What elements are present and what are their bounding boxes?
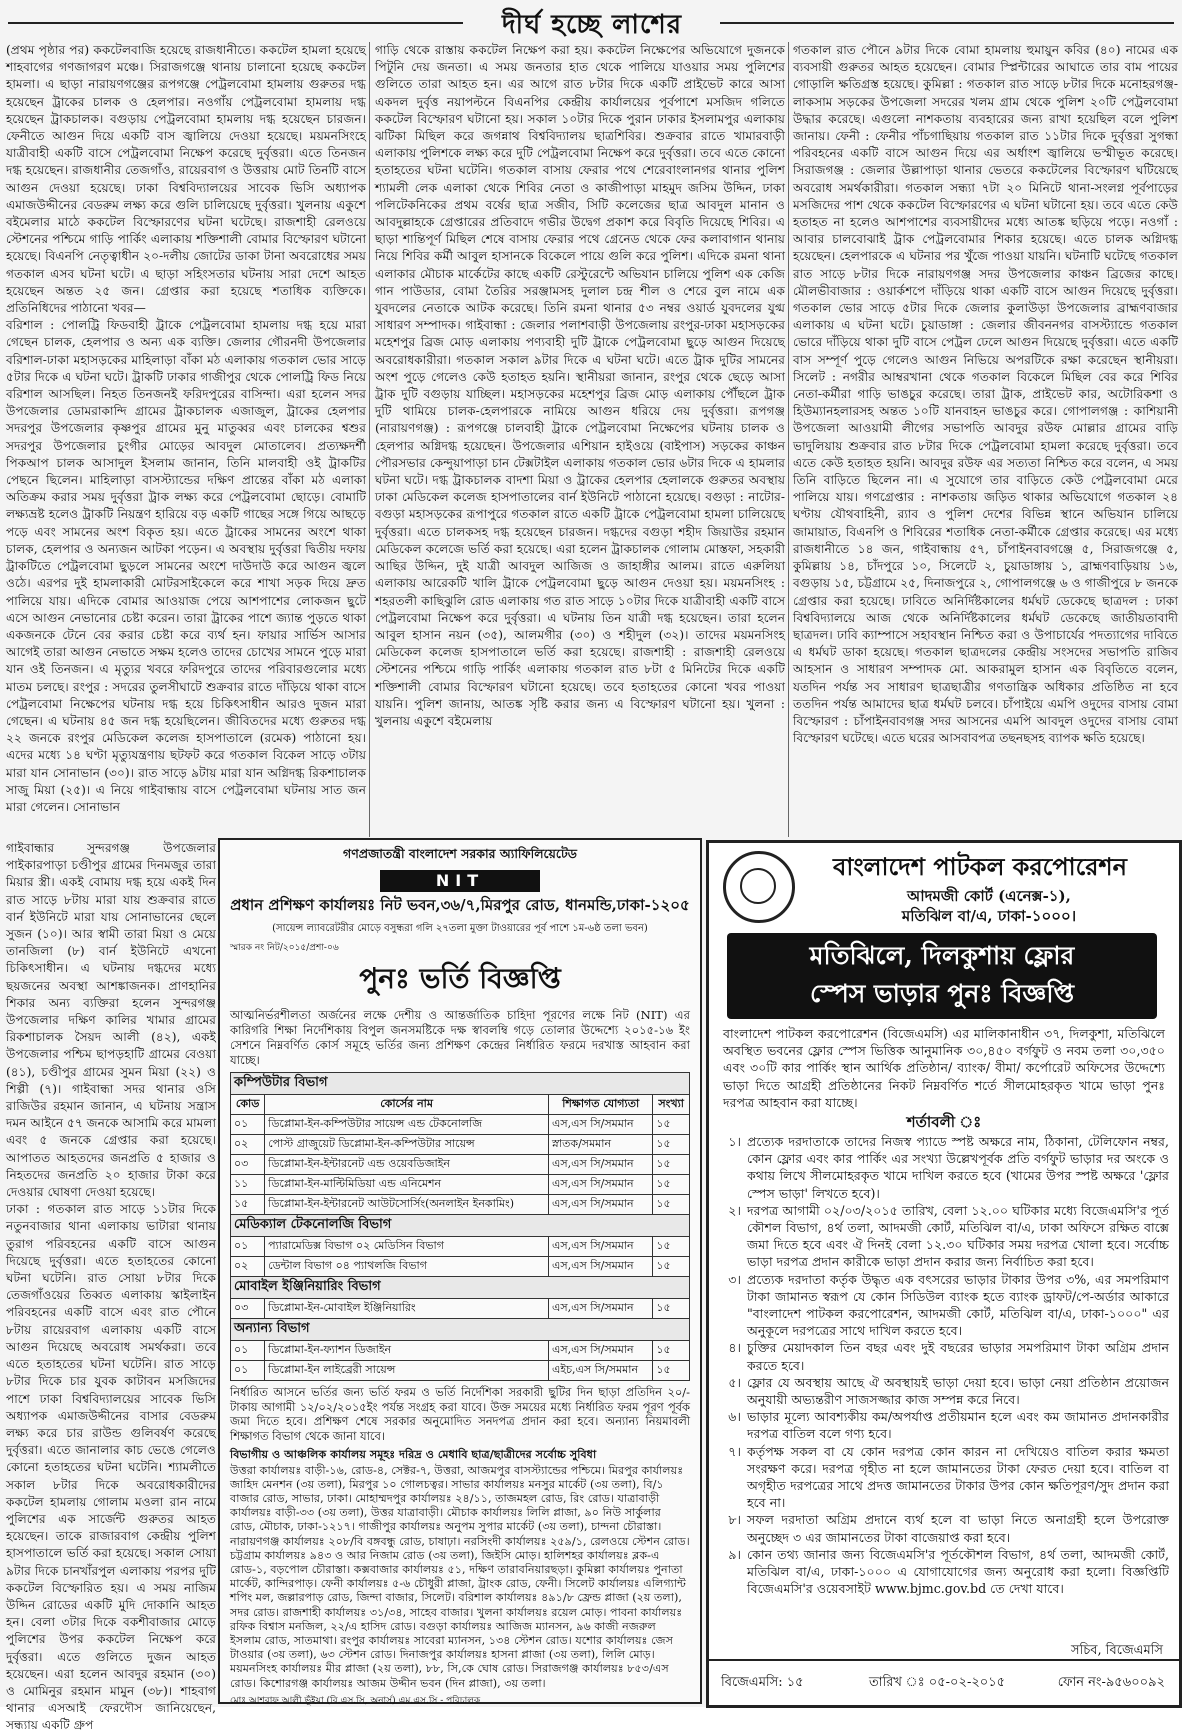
nit-column-header: কোড	[231, 1095, 265, 1115]
nit-course-cell: ১৫	[653, 1257, 690, 1277]
article-paragraph: গাড়ি থেকে রাস্তায় ককটেল নিক্ষেপ করা হয়। ককটেল নিক্ষেপের অভিযোগে দুজনকে পিটুনি দেয় জনতা। এ সময় জনতার হাত থেকে পালিয়ে যাওয়ার সময় পুলিশের গুলিতে তারা আহত হন। এর আগে রাত ৮টার দিকে একটি প্রাইভেট কারে আসা একদল দুর্বৃত্ত নয়াপল্টনে বিএনপির কেন্দ্রীয় কার্যালয়ের পূর্বপাশে মসজিদ গলিতে ককটেল বিস্ফোরণ ঘটানো হয়। সকাল ১০টার দিকে পুরান ঢাকার ইসলামপুর এলাকায় ঝটিকা মিছিল করে জগন্নাথ বিশ্ববিদ্যালয় ছাত্রশিবির। শুক্রবার রাতে খামারবাড়ী এলাকায় পুলিশকে লক্ষ্য করে দুটি পেট্রলবোমা নিক্ষেপ করে দুর্বৃত্তরা। তবে এতে কোনো হতাহতের ঘটনা ঘটেনি। গতকাল বাসায় ফেরার পথে শেরেবাংলানগর থানার পুলিশ শ্যামলী লেক এলাকা থেকে শিবির নেতা ও কাজীপাড়া মাহমুদ জসিম উদ্দিন, ঢাকা পলিটেকনিকের প্রথম বর্ষের ছাত্র সজীব, সিটি কলেজের ছাত্র আবদুল মানান ও আবদুল্লাহকে গ্রেপ্তারের প্রতিবাদে গভীর উদ্বেগ প্রকাশ করে বিবৃতি দিয়েছে শিবির। এ ছাড়া শান্তিপূর্ণ মিছিল শেষে বাসায় ফেরার পথে গ্রেনেড থেকে ফের কলাবাগান থানায় নিয়ে শিবির কর্মী আবুল হাসানকে বিকেলে পায়ে গুলি করে পুলিশ। এদিকে রমনা থানা এলাকার মৌচাক মার্কেটের কাছে একটি রেস্টুরেন্টে অভিযান চালিয়ে পুলিশ এক কেজি গান পাউডার, বোমা তৈরির সরঞ্জামসহ দুলাল চন্দ্র শীল ও শেরে বুল নামে এক যুবদলের নেতাকে আটক করেছে। তিনি রমনা থানার ৫৩ নম্বর ওয়ার্ড যুবদলের যুগ্ম সাধারণ সম্পাদক। গাইবান্ধা : জেলার পলাশবাড়ী উপজেলায় রংপুর-ঢাকা মহাসড়কের মহেশপুর ব্রিজ মোড় এলাকায় পণ্যবাহী দুটি ট্রাকে পেট্রলবোমা ছুড়ে আগুন দিয়েছে অবরোধকারীরা। গতকাল সকাল ৯টার দিকে এ ঘটনা ঘটে। এতে ট্রাক দুটির সামনের অংশ পুড়ে গেলেও কেউ হতাহত হয়নি। স্থানীয়রা জানান, রংপুর থেকে ছেড়ে আসা ট্রাক দুটি বগুড়ায় যাচ্ছিল। মহাসড়কের মহেশপুর ব্রিজ মোড় এলাকায় পৌঁছলে ট্রাক দুটি থামিয়ে চালক-হেলপারকে নামিয়ে আগুন ধরিয়ে দেয় দুর্বৃত্তরা। রূপগঞ্জ (নারায়ণগঞ্জ) : রূপগঞ্জে চালবাহী ট্রাকে পেট্রলবোমা নিক্ষেপের ঘটনায় চালক ও হেলপার অগ্নিদগ্ধ হয়েছেন। উপজেলার এশিয়ান হাইওয়ে (বাইপাস) সড়কের কাঞ্চন পৌরসভার কেন্দুয়াপাড়া চান টেক্সটাইল এলাকায় গতকাল ভোর ৬টার দিকে এ হামলার ঘটনা ঘটে। দগ্ধ ট্রাকচালক বাদশা মিয়া ও ট্রাকের হেলপার হেলালকে গুরুতর অবস্থায় ঢাকা মেডিকেল কলেজ হাসপাতালের বার্ন ইউনিটে পাঠানো হয়েছে। বগুড়া : নাটোর-বগুড়া মহাসড়কের রূপাপুরে গতকাল রাতে একটি ট্রাকে পেট্রলবোমা হামলা চালিয়েছে দুর্বৃত্তরা। এতে চালকসহ দগ্ধ হয়েছেন চারজন। দগ্ধদের বগুড়া শহীদ জিয়াউর রহমান মেডিকেল কলেজে ভর্তি করা হয়েছে। এরা হলেন ট্রাকচালক গোলাম মোস্তফা, সহকারী আছির উদ্দিন, দুই যাত্রী আবদুল আজিজ ও জাহাঙ্গীর আলম। রাতে এরুলিয়া এলাকায় আরেকটি খালি ট্রাকে পেট্রলবোমা ছুড়ে আগুন দেওয়া হয়। ময়মনসিংহ : শহরতলী কাছিঝুলি রোড এলাকায় গত রাত সাড়ে ১০টার দিকে যাত্রীবাহী একটি বাসে পেট্রলবোমা নিক্ষেপ করে দুর্বৃত্তরা। এ ঘটনায় তিন যাত্রী দগ্ধ হয়েছেন। তারা হলেন আবুল হাসান নয়ন (৩৫), আলমগীর (৩০) ও শহীদুল (৩২)। তাদের ময়মনসিংহ মেডিকেল কলেজ হাসপাতালে ভর্তি করা হয়েছে। রাজশাহী : রাজশাহী রেলওয়ে স্টেশনের পশ্চিমে গাড়ি পার্কিং এলাকায় গতকাল রাত ৮টা ৫ মিনিটের দিকে একটি শক্তিশালী বোমার বিস্ফোরণ ঘটানো হয়েছে। তবে হতাহতের কোনো খবর পাওয়া যায়নি। পুলিশ জানায়, আতঙ্ক সৃষ্টি করার জন্য এ বিস্ফোরণ ঘটানো হয়। খুলনা : খুলনায় একুশে বইমেলায়	[375, 43, 785, 728]
nit-course-cell: ০১	[231, 1115, 265, 1135]
nit-director: মোঃ আশরাফ আলী ভূঁইয়া (বি.এস.সি, অনার্স) এম.এস.সি - পরিচালক	[230, 1695, 481, 1706]
nit-course-cell: ডিপ্লোমা-ইন-ইন্টারনেট আউটসোর্সিং(অনলাইন ইনকামিং)	[265, 1195, 549, 1215]
nit-affiliation: গণপ্রজাতন্ত্রী বাংলাদেশ সরকার অ্যাফিলিয়েটেড	[343, 846, 577, 861]
nit-course-cell: পোস্ট গ্রাজুয়েট ডিপ্লোমা-ইন-কম্পিউটার সায়েন্স	[265, 1135, 549, 1155]
nit-course-cell: ১৫	[653, 1155, 690, 1175]
article-column-3	[793, 42, 1178, 835]
nit-course-cell: ডিপ্লোমা-ইন-ফ্যাশন ডিজাইন	[265, 1341, 549, 1361]
header-rule-right	[720, 22, 1174, 24]
nit-course-cell: ডিপ্লোমা-ইন-মাল্টিমিডিয়া এন্ড এনিমেশন	[265, 1175, 549, 1195]
nit-course-cell: ০১	[231, 1361, 265, 1381]
bjmc-rental-ad	[706, 840, 1182, 1708]
nit-course-cell: এস,এস সি/সমমান	[549, 1115, 653, 1135]
nit-column-header: সংখ্যা	[653, 1095, 690, 1115]
nit-course-cell: ১৫	[653, 1135, 690, 1155]
nit-course-cell: ০১	[231, 1341, 265, 1361]
nit-course-cell: স্নাতক/সমমান	[549, 1135, 653, 1155]
bjmc-condition-item	[719, 1408, 1169, 1442]
bjmc-condition-text: প্রত্যেক দরদাতা কর্তৃক উদ্ধৃত এক বৎসরের ভাড়ার টাকার উপর ৩%, এর সমপরিমাণ টাকা জামানত স্বরূপ যে কোন সিডিউল ব্যাংক হতে ব্যাংক ড্রাফট/পে-অর্ডার আকারে "বাংলাদেশ পাটকল করপোরেশন, আদমজী কোর্ট, মতিঝিল বা/এ, ঢাকা-১০০০" এর অনুকূলে দরপত্রের সাথে দাখিল করতে হবে।	[747, 1271, 1169, 1339]
column-divider	[788, 42, 789, 837]
bjmc-conditions-list	[719, 1133, 1169, 1597]
nit-dept-row	[231, 1277, 690, 1299]
bjmc-condition-text: প্রত্যেক দরদাতাকে তাদের নিজস্ব প্যাডে স্পষ্ট অক্ষরে নাম, ঠিকানা, টেলিফোন নম্বর, কোন ফ্লোর এবং কার পার্কিং এর সংখ্যা উল্লেখপূর্বক প্রতি বর্গফুট ভাড়ার দর অংকে ও কথায় লিখে সীলমোহরকৃত খামে দাখিল করতে হবে (খামের উপর স্পষ্ট অক্ষরে 'ফ্লোর স্পেস ভাড়া' লিখতে হবে)।	[747, 1134, 1169, 1201]
bjmc-condition-item	[719, 1443, 1169, 1512]
bjmc-condition-text: ভাড়ার মূল্যে আবশ্যকীয় কম/অপর্যাপ্ত প্রতীয়মান হলে এবং কম জামানত প্রদানকারীর দরপত্র বাতিল বলে গণ্য হবে।	[747, 1409, 1169, 1442]
bjmc-conditions-heading: শর্তাবলী ঃ	[906, 1113, 982, 1131]
bjmc-condition-number: ৬।	[728, 1409, 741, 1425]
nit-course-cell: এস,এস সি/সমমান	[549, 1257, 653, 1277]
nit-column-header: কোর্সের নাম	[265, 1095, 549, 1115]
bjmc-banner-line-1: মতিঝিলে, দিলকুশায় ফ্লোর	[809, 941, 1075, 970]
bjmc-condition-number: ৯।	[728, 1546, 741, 1562]
bjmc-footer	[709, 1659, 1179, 1705]
nit-course-cell: ০২	[231, 1257, 265, 1277]
bjmc-condition-number: ৫।	[728, 1374, 741, 1390]
nit-course-cell: ডিপ্লোমা-ইন-কম্পিউটার সায়েন্স এন্ড টেকনোলজি	[265, 1115, 549, 1135]
nit-course-row	[231, 1257, 690, 1277]
nit-logo: NIT	[380, 870, 540, 892]
nit-course-cell: ০৩	[231, 1155, 265, 1175]
nit-course-cell: ডিপ্লোমা-ইন লাইব্রেরী সায়েন্স	[265, 1361, 549, 1381]
bjmc-condition-text: কোন তথ্য জানার জন্য বিজেএমসি'র পূর্তকৌশল বিভাগ, ৪র্থ তলা, আদমজী কোর্ট, মতিঝিল বা/এ, ঢাকা-১০০০ এ যোগাযোগের জন্য অনুরোধ করা হলো। বিজ্ঞপ্তিটি বিজেএমসি'র ওয়েবসাইট www.bjmc.gov.bd তে দেখা যাবে।	[747, 1546, 1169, 1597]
nit-dept-title: অন্যান্য বিভাগ	[231, 1319, 690, 1341]
bjmc-condition-number: ৮।	[728, 1512, 741, 1528]
bjmc-condition-item	[719, 1339, 1169, 1373]
nit-course-cell: ১৫	[653, 1195, 690, 1215]
bjmc-condition-text: ফ্লোর যে অবস্থায় আছে ঐ অবস্থায়ই ভাড়া দেয়া হবে। ভাড়া নেয়া প্রতিষ্ঠান প্রয়োজন অনুযায়ী অভ্যন্তরীণ সাজসজ্জার কাজ সম্পন্ন করে নিবে।	[747, 1374, 1169, 1408]
nit-offices-list: উত্তরা কার্যালয়ঃ বাড়ী-১৬, রোড-৪, সেক্টর-৭, উত্তরা, আজমপুর বাসস্ট্যান্ডের পশ্চিমে। মিরপুর কার্যালয়ঃ জাহিদ মেনশন (৩য় তলা), মিরপুর ১০ গোলচত্বর। সাভার কার্যালয়ঃ মনসুর মার্কেট (৩য় তলা), বি/১ বাজার রোড, সাভার, ঢাকা। মোহাম্মদপুর কার্যালয়ঃ ২৪/১১, তাজমহল রোড, রিং রোড। যাত্রাবাড়ী কার্যালয়ঃ বাড়ী-৩৩ (৩য় তলা), উত্তর যাত্রাবাড়ী। মৌচাক কার্যালয়ঃ লিলি প্লাজা, ৯০ নিউ সার্কুলার রোড, মৌচাক, ঢাকা-১২১৭। গাজীপুর কার্যালয়ঃ অনুপম সুপার মার্কেট (৩য় তলা), চান্দনা চৌরাস্তা। নারায়ণগঞ্জ কার্যালয়ঃ ২০৮/বি বঙ্গবন্ধু রোড, চাষাঢ়া। নরসিংদী কার্যালয়ঃ ২৫৯/১, রেলওয়ে স্টেশন রোড। চট্টগ্রাম কার্যালয়ঃ ৯৪৩ ও আর নিজাম রোড (৩য় তলা), জিইসি মোড়। হালিশহর কার্যালয়ঃ ব্লক-এ রোড-১, বড়পোল চৌরাস্তা। কক্সবাজার কার্যালয়ঃ ৫১, দক্ষিণ তারাবনিয়ারছড়া। কুমিল্লা কার্যালয়ঃ পুনাতা মার্কেট, কান্দিরপাড়। ফেনী কার্যালয়ঃ ৫-৬ চৌধুরী প্লাজা, ট্রাংক রোড, ফেনী। সিলেট কার্যালয়ঃ এলিগ্যান্ট শপিং মল, জল্লারপাড় রোড, জিন্দা বাজার, সিলেট। বরিশাল কার্যালয়ঃ ৪৯১/৮ ফ্রেন্ড প্লাজা (২য় তলা), সদর রোড। রাজশাহী কার্যালয়ঃ ৩১/৩৪, সাহেব বাজার। খুলনা কার্যালয়ঃ রয়েল মোড়। পাবনা কার্যালয়ঃ রফিক বিশ্বাস মনজিল, ২২/এ হাসিদ রোড। বগুড়া কার্যালয়ঃ আজিজ ম্যানসন, ৯৬ কাজী নজরুল ইসলাম রোড, সাতমাথা। রংপুর কার্যালয়ঃ সাবেরা ম্যানসন, ১৩৪ স্টেশন রোড। যশোর কার্যালয়ঃ জেস টাওয়ার (৩য় তলা), ৬৩ স্টেশন রোড। দিনাজপুর কার্যালয়ঃ হাসনা প্লাজা (৩য় তলা), লিলি মোড়। ময়মনসিংহ কার্যালয়ঃ মীর প্লাজা (২য় তলা), ৮৮, সি,কে ঘোষ রোড। সিরাজগঞ্জ কার্যালয়ঃ ৮৫৩/এস রোড। কিশোরগঞ্জ কার্যালয়ঃ আজম উদ্দীন ভবন (দিন প্লাজা), ৩য় তলা।	[230, 1463, 690, 1690]
nit-course-row	[231, 1155, 690, 1175]
nit-course-cell: এস,এস সি/সমমান	[549, 1175, 653, 1195]
bjmc-banner-line-2: স্পেস ভাড়ার পুনঃ বিজ্ঞপ্তি	[809, 979, 1075, 1008]
bjmc-condition-text: কর্তৃপক্ষ সকল বা যে কোন দরপত্র কোন কারন না দেখিয়েও বাতিল করার ক্ষমতা সংরক্ষণ করে। দরপত্র গৃহীত না হলে জামানতের টাকা ফেরত দেয়া হবে। বাতিল বা অগৃহীত দরপত্রের সাথে প্রদত্ত জামানতের টাকার উপর কোন ক্ষতিপূরণ/সুদ প্রদান করা হবে না।	[747, 1443, 1169, 1511]
nit-dept-title: কম্পিউটার বিভাগ	[231, 1073, 690, 1095]
nit-dept-row	[231, 1319, 690, 1341]
nit-course-cell: ১৫	[653, 1341, 690, 1361]
bjmc-condition-number: ২।	[728, 1202, 741, 1218]
bjmc-secretary: সচিব, বিজেএমসি	[1070, 1643, 1163, 1658]
nit-course-cell: ১৫	[231, 1195, 265, 1215]
nit-course-cell: ডেন্টাল বিভাগ ০৪ প্যাথলজি বিভাগ	[265, 1257, 549, 1277]
nit-course-cell: ডিপ্লোমা-ইন-ইন্টারনেট এন্ড ওয়েবডিজাইন	[265, 1155, 549, 1175]
bjmc-condition-item	[719, 1271, 1169, 1340]
nit-course-table	[230, 1072, 690, 1381]
bjmc-banner	[727, 933, 1157, 1019]
bjmc-condition-text: সফল দরদাতা অগ্রিম প্রদানে ব্যর্থ হলে বা ভাড়া নিতে অনাগ্রহী হলে উপরোক্ত অনুচ্ছেদ ৩ এর জামানতের টাকা বাজেয়াপ্ত করা হবে।	[747, 1512, 1169, 1545]
nit-course-cell: ০২	[231, 1135, 265, 1155]
nit-memo-number: স্মারক নং নিট/২০১৫/প্রশা-০৬	[230, 943, 339, 953]
nit-course-cell: এস,এস সি/সমমান	[549, 1195, 653, 1215]
nit-offices-heading: বিভাগীয় ও আঞ্চলিক কার্যালয় সমূহঃ দরিদ্র ও মেধাবি ছাত্র/ছাত্রীদের সর্বোচ্চ সুবিধা	[230, 1447, 597, 1462]
nit-course-cell: ১১	[231, 1175, 265, 1195]
article-paragraph: বরিশাল : পোলট্রি ফিডবাহী ট্রাকে পেট্রলবোমা হামলায় দগ্ধ হয়ে মারা গেছেন চালক, হেলপার ও অন্য এক ব্যক্তি। জেলার গৌরনদী উপজেলার বরিশাল-ঢাকা মহাসড়কের মাহিলাড়া বাঁকা মঠ এলাকায় গতকাল ভোর সাড়ে ৫টার দিকে এ ঘটনা ঘটে। ট্রাকটি ঢাকার গাজীপুর থেকে পোলট্রি ফিড নিয়ে বরিশাল আসছিল। নিহত তিনজনই ফরিদপুরের বাসিন্দা। এরা হলেন সদর উপজেলার ডোমরাকান্দি গ্রামের ট্রাকচালক এজাজুল, ট্রাকের হেলপার সদরপুর উপজেলার কৃষ্ণপুর গ্রামের মুনু মাতুব্বর এবং চালকের শ্বশুর সদরপুর উপজেলার চুংগীর মোড়ের আবদুল মোতালেব। প্রত্যক্ষদর্শী পিকআপ চালক আসাদুল ইসলাম জানান, তিনি মালবাহী ওই ট্রাকটির পেছনে ছিলেন। মাহিলাড়া বাসস্ট্যান্ডের দক্ষিণ প্রান্তের বাঁকা মঠ এলাকা অতিক্রম করার সময় দুর্বৃত্তরা ট্রাক লক্ষ্য করে পেট্রলবোমা ছোড়ে। বোমাটি লক্ষ্যভ্রষ্ট হলেও ট্রাকটি নিয়ন্ত্রণ হারিয়ে বড় একটি গাছের সঙ্গে গিয়ে আছড়ে পড়ে এবং সামনের অংশ বিকৃত হয়। এতে ট্রাকের সামনের অংশে থাকা চালক, হেলপার ও অন্যজন আটকা পড়েন। এ অবস্থায় দুর্বৃত্তরা দ্বিতীয় দফায় ট্রাকটিতে পেট্রলবোমা ছুড়লে সামনের অংশে দাউদাউ করে আগুন জ্বলে ওঠে। এরপর দুই হামলাকারী মোটরসাইকেলে করে শাখা সড়ক দিয়ে দ্রুত পালিয়ে যায়। এদিকে বোমার আওয়াজ পেয়ে আশপাশের লোকজন ছুটে এসে আগুন নেভানোর চেষ্টা করেন। তারা ট্রাকের পাশে জ্যান্ত পুড়তে থাকা একজনকে টেনে বের করার চেষ্টা করে ব্যর্থ হন। ফায়ার সার্ভিস আসার আগেই তারা আগুন নেভাতে সক্ষম হলেও তাদের চোখের সামনে পুড়ে মারা যান ওই তিনজন। এ মৃত্যুর খবরে ফরিদপুরে তাদের পরিবারগুলোর মধ্যে মাতম চলছে। রংপুর : সদরের তুলসীঘাটে শুক্রবার রাতে দাঁড়িয়ে থাকা বাসে পেট্রলবোমা নিক্ষেপের ঘটনায় দগ্ধ হয়ে চিকিৎসাধীন আরও দুজন মারা গেছেন। এ ঘটনায় ৪৫ জন দগ্ধ হয়েছিলেন। জীবিতদের মধ্যে গুরুতর দগ্ধ ২২ জনকে রংপুর মেডিকেল কলেজ হাসপাতালে (রমেক) পাঠানো হয়। এদের মধ্যে ১৪ ঘণ্টা মৃত্যুযন্ত্রণায় ছটফট করে গতকাল বিকেল সাড়ে ৩টায় মারা যান সোনাভান (৩০)। রাত সাড়ে ৯টায় মারা যান অগ্নিদগ্ধ রিকশাচালক সাজু মিয়া (২৫)। এ নিয়ে গাইবান্ধায় বাসে পেট্রলবোমা ঘটনায় সাত জন মারা গেলেন। সোনাভান	[6, 318, 366, 814]
nit-dept-row	[231, 1215, 690, 1237]
page-header	[0, 0, 1182, 44]
bjmc-condition-text: দরপত্র আগামী ০২/০৩/২০১৫ তারিখ, বেলা ১২.০০ ঘটিকার মধ্যে বিজেএমসি'র পূর্ত কৌশল বিভাগ, ৪র্থ তলা, আদমজী কোর্ট, মতিঝিল বা/এ, ঢাকা অফিসে রক্ষিত বাক্সে জমা দিতে হবে এবং ঐ দিনই বেলা ১২.৩০ ঘটিকার সময় দরপত্র খোলা হবে। সর্বোচ্চ ভাড়া দরপত্র প্রদান কারীকে ভাড়া প্রদান করার জন্য নির্বাচিত করা হবে।	[747, 1202, 1169, 1270]
article-paragraph: ঢাকা : গতকাল রাত সাড়ে ১১টার দিকে নতুনবাজার থানা এলাকায় ভাটারা থানায় তুরাগ পরিবহনের একটি বাসে আগুন দিয়েছে দুর্বৃত্তরা। এতে হতাহতের কোনো ঘটনা ঘটেনি। রাত সোয়া ৮টার দিকে তেজগাঁওয়ের তিব্বত এলাকায় স্কাইলাইন পরিবহনের একটি বাসে এবং রাত পৌনে ৮টায় রায়েরবাগ এলাকায় একটি বাসে আগুন দিয়েছে অবরোধ সমর্থকরা। তবে এতে হতাহতের ঘটনা ঘটেনি। রাত সাড়ে ৮টার দিকে চার যুবক কাটাবন মসজিদের পাশে ঢাকা বিশ্ববিদ্যালয়ের সাবেক ভিসি অধ্যাপক এমাজউদ্দীনের বাসার বেডরুম লক্ষ্য করে চার রাউন্ড গুলিবর্ষণ করেছে দুর্বৃত্তরা। এতে জানালার কাচ ভেঙে গেলেও কোনো হতাহতের ঘটনা ঘটেনি। শ্যামলীতে সকাল ৮টার দিকে অবরোধকারীদের ককটেল হামলায় গোলাম মওলা রান নামে পুলিশের এক সার্জেন্ট গুরুতর আহত হয়েছেন। তাকে রাজারবাগ কেন্দ্রীয় পুলিশ হাসপাতালে ভর্তি করা হয়েছে। সকাল সোয়া ৯টার দিকে চানখাঁরপুল এলাকায় পরপর দুটি ককটেল বিস্ফোরিত হয়। এ সময় নাজিম উদ্দিন রোডের একটি মুদি দোকানি আহত হন। বেলা ৩টার দিকে বকশীবাজার মোড়ে পুলিশের উপর ককটেল নিক্ষেপ করে দুর্বৃত্তরা। এতে গুলিতে দুজন আহত হয়েছেন। এরা হলেন আবদুর রহমান (৩০) ও মোমিনুর রহমান মামুন (৩৮)। শাহবাগ থানার এসআই ফেরদৌস জানিয়েছেন, সন্ধ্যায় একটি গ্রুপ	[6, 1202, 216, 1733]
nit-head-office: প্রধান প্রশিক্ষণ কার্যালয়ঃ নিট ভবন,৩৬/৭,মিরপুর রোড, ধানমন্ডি,ঢাকা-১২০৫	[230, 896, 690, 914]
article-column-1-continued	[6, 840, 216, 1733]
nit-table-header	[231, 1095, 690, 1115]
bjmc-condition-item	[719, 1511, 1169, 1545]
column-divider	[369, 42, 370, 837]
nit-course-cell: ১৫	[653, 1115, 690, 1135]
nit-course-cell: ডিপ্লোমা-ইন-মোবাইল ইঞ্জিনিয়ারিং	[265, 1299, 549, 1319]
nit-admission-info: নির্ধারিত আসনে ভর্তির জন্য ভর্তি ফরম ও ভর্তি নির্দেশিকা সরকারী ছুটির দিন ছাড়া প্রতিদিন ২০/-টাকায় আগামী ১২/০২/২০১৫ইং পর্যন্ত সংগ্রহ করা যাবে। উক্ত সময়ের মধ্যে নির্ধারিত ফরম পূরণ পূর্বক জমা দিতে হবে। প্রশিক্ষণ শেষে সরকার অনুমোদিত সনদপত্র প্রদান করা হবে। অন্যান্য নিয়মাবলী শিক্ষাগত বিভাগ থেকে জানা যাবে।	[230, 1385, 690, 1443]
article-paragraph: গতকাল রাত পৌনে ৯টার দিকে বোমা হামলায় হুমায়ুন কবির (৪০) নামের এক ব্যবসায়ী গুরুতর আহত হয়েছেন। বোমার স্প্লিন্টারের আঘাতে তার বাম পায়ের গোড়ালি ক্ষতিগ্রস্ত হয়েছে। কুমিল্লা : গতকাল রাত সাড়ে ৮টার দিকে মনোহরগঞ্জ-লাকসাম সড়কের উপজেলা সদরের খলম গ্রাম থেকে পুলিশ ২০টি পেট্রলবোমা উদ্ধার করেছে। এগুলো নাশকতায় ব্যবহারের জন্য রাখা হয়েছিল বলে পুলিশ জানায়। ফেনী : ফেনীর পাঁচগাছিয়ায় গতকাল রাত ১১টার দিকে দুর্বৃত্তরা সুগন্ধা পরিবহনের একটি বাসে আগুন দিয়ে এর অর্ধাংশ জ্বালিয়ে ভস্মীভূত করেছে। সিরাজগঞ্জ : জেলার উল্লাপাড়া থানার ভেতরে ককটেলের বিস্ফোরণ ঘটিয়েছে অবরোধ সমর্থকারীরা। গতকাল সন্ধ্যা ৭টা ২০ মিনিটে থানা-সংলগ্ন পূর্বপাড়ের মসজিদের পাশ থেকে ককটেল বিস্ফোরণের এ ঘটনা ঘটানো হয়। তবে এতে কেউ হতাহত না হলেও আশপাশের ব্যবসায়ীদের মধ্যে আতঙ্ক ছড়িয়ে পড়ে। নওগাঁ : আবার চালবোঝাই ট্রাক পেট্রলবোমার শিকার হয়েছে। এতে চালক অগ্নিদগ্ধ হয়েছেন। হেলপারকে এ ঘটনার পর খুঁজে পাওয়া যায়নি। ঘটনাটি ঘটেছে গতকাল রাত সাড়ে ৮টার দিকে নারায়ণগঞ্জ সদর উপজেলার কাঞ্চন ব্রিজের কাছে। মৌলভীবাজার : ওয়ার্কশপে দাঁড়িয়ে থাকা একটি বাসে আগুন দিয়েছে দুর্বৃত্তরা। গতকাল ভোর সাড়ে ৫টার দিকে জেলার কুলাউড়া উপজেলার ব্রাহ্মণবাজার এলাকায় এ ঘটনা ঘটে। চুয়াডাঙ্গা : জেলার জীবননগর বাসস্ট্যান্ডে গতকাল ভোরে দাঁড়িয়ে থাকা দুটি বাসে পেট্রল ঢেলে আগুন দিয়েছে দুর্বৃত্তরা। এতে একটি বাস সম্পূর্ণ পুড়ে গেলেও আগুন নিভিয়ে অপরটিকে রক্ষা করেছেন স্থানীয়রা। সিলেট : নগরীর আম্বরখানা থেকে গতকাল বিকেলে মিছিল বের করে শিবির নেতা-কর্মীরা গাড়ি ভাঙচুর করেছে। তারা ট্রাক, প্রাইভেট কার, অটোরিকশা ও হিউম্যানহলারসহ অন্তত ১০টি যানবাহন ভাঙচুর করে। গোপালগঞ্জ : কাশিয়ানী উপজেলা আওয়ামী লীগের সভাপতি আবদুর রউফ মোল্লার গ্রামের বাড়ি ভাদুলিয়ায় শুক্রবার রাত ৮টার দিকে পেট্রলবোমা হামলা করেছে দুর্বৃত্তরা। তবে এতে কেউ হতাহত হয়নি। আবদুর রউফ এর সত্যতা নিশ্চিত করে বলেন, এ সময় তিনি বাড়িতে ছিলেন না। এ সুযোগে তার বাড়িতে কেউ পেট্রলবোমা মেরে পালিয়ে যায়। গণগ্রেপ্তার : নাশকতায় জড়িত থাকার অভিযোগে গতকাল ২৪ ঘণ্টায় যৌথবাহিনী, র‌্যাব ও পুলিশ দেশের বিভিন্ন স্থানে অভিযান চালিয়ে জামায়াত, বিএনপি ও শিবিরের শতাধিক নেতা-কর্মীকে গ্রেপ্তার করেছে। এর মধ্যে রাজধানীতে ১৪ জন, গাইবান্ধায় ৫৭, চাঁপাইনবাবগঞ্জে ৫, সিরাজগঞ্জে ৫, কুমিল্লায় ১৪, চাঁদপুরে ১০, সিলেটে ২, চুয়াডাঙ্গায় ১, ব্রাহ্মণবাড়িয়ায় ১৬, বগুড়ায় ১৫, চট্টগ্রামে ২৫, দিনাজপুরে ২, গোপালগঞ্জে ৬ ও গাজীপুরে ৮ জনকে গ্রেপ্তার করা হয়েছে। ঢাবিতে অনির্দিষ্টকালের ধর্মঘট ডেকেছে ছাত্রদল : ঢাকা বিশ্ববিদ্যালয়ে আজ থেকে অনির্দিষ্টকালের ধর্মঘট ডেকেছে জাতীয়তাবাদী ছাত্রদল। ঢাবি ক্যাম্পাসে সহাবস্থান নিশ্চিত করা ও উপাচার্যের পদত্যাগের দাবিতে এ ধর্মঘট ডাকা হয়েছে। গতকাল ছাত্রদলের কেন্দ্রীয় সংসদের সভাপতি রাজিব আহসান ও সাধারণ সম্পাদক মো. আকরামুল হাসান এক বিবৃতিতে বলেন, যতদিন পর্যন্ত সব সাধারণ ছাত্রছাত্রীর গণতান্ত্রিক অধিকার প্রতিষ্ঠিত না হবে ততদিন পর্যন্ত আমাদের ছাত্র ধর্মঘট চলবে। চাঁপাইয়ে এমপি ওদুদের বাসায় বোমা বিস্ফোরণ : চাঁপাইনবাবগঞ্জ সদর আসনের এমপি আবদুল ওদুদের বাসায় বোমা বিস্ফোরণ ঘটেছে। এতে ঘরের আসবাবপত্র তছনছসহ ব্যাপক ক্ষতি হয়েছে।	[793, 43, 1178, 746]
bjmc-phone: ফোন নং-৯৫৬০০৯২	[1057, 1675, 1165, 1690]
article-paragraph: গাইবান্ধার সুন্দরগঞ্জ উপজেলার পাইকারপাড়া চণ্ডীপুর গ্রামের দিনমজুর তারা মিয়ার স্ত্রী। একই বোমায় দগ্ধ হয়ে একই দিন রাত সাড়ে ৮টায় মারা যায় শুক্রবার রাতে বার্ন ইউনিটে মারা যায় সোনাভানের ছেলে সুজন (১০)। আর স্বামী তারা মিয়া ও মেয়ে তানজিলা (৮) বার্ন ইউনিটে এখনো চিকিৎসাধীন। এ ঘটনায় দগ্ধদের মধ্যে ছয়জনের অবস্থা আশঙ্কাজনক। প্রাণহানির শিকার অন্য ব্যক্তিরা হলেন সুন্দরগঞ্জ উপজেলার দক্ষিণ কালির খামার গ্রামের রিকশাচালক সৈয়দ আলী (৪২), একই উপজেলার পশ্চিম ছাপড়হাটি গ্রামের বেওয়া (৪১), চণ্ডীপুর গ্রামের সুমন মিয়া (২২) ও শিল্পী (৭)। গাইবান্ধা সদর থানার ওসি রাজিউর রহমান জানান, এ ঘটনায় সন্ত্রাস দমন আইনে ৫৭ জনকে আসামি করে মামলা এবং ৫ জনকে গ্রেপ্তার করা হয়েছে। আপাতত আহতদের জনপ্রতি ৫ হাজার ও নিহতদের জনপ্রতি ২০ হাজার টাকা করে দেওয়ার ঘোষণা দেওয়া হয়েছে।	[6, 841, 216, 1200]
bjmc-condition-item	[719, 1374, 1169, 1408]
nit-course-cell: ১৫	[653, 1361, 690, 1381]
bjmc-condition-item	[719, 1202, 1169, 1271]
nit-course-row	[231, 1135, 690, 1155]
nit-dept-row	[231, 1073, 690, 1095]
bjmc-condition-item	[719, 1546, 1169, 1598]
page-title: দীর্ঘ হচ্ছে লাশের	[501, 10, 683, 40]
nit-course-row	[231, 1175, 690, 1195]
nit-dept-title: মেডিক্যাল টেকনোলজি বিভাগ	[231, 1215, 690, 1237]
nit-course-cell: এস,এস সি/সমমান	[549, 1237, 653, 1257]
nit-office-direction: (সায়েন্স ল্যাবরেটরীর মোড়ে বসুন্ধরা গলি ২৭তলা মুক্তা টাওয়ারের পূর্ব পাশে ১ম-৬ষ্ঠ তলা ভবন)	[272, 923, 648, 934]
nit-admission-ad	[218, 838, 702, 1704]
nit-course-cell: ১৫	[653, 1299, 690, 1319]
bjmc-ad-code: বিজেএমসি: ১৫	[721, 1675, 804, 1690]
nit-intro: আত্মনির্ভরশীলতা অর্জনের লক্ষে দেশীয় ও আন্তর্জাতিক চাহিদা পূরণের লক্ষে নিট (NIT) এর কারিগরি শিক্ষা নির্দেশিকায় বিপুল জনসমষ্টিকে দক্ষ স্বাবলম্বি গড়ে তোলার উদ্দেশ্যে ২০১৫-১৬ ইং সেশনে নিম্নবর্ণিত কোর্স সমূহে ভর্তির জন্য প্রশিক্ষণ কেন্দ্রের নির্ধারিত ফরমে দরখাস্ত আহবান করা যাচ্ছে।	[230, 1008, 690, 1067]
bjmc-condition-number: ৩।	[728, 1271, 741, 1287]
bjmc-condition-number: ৪।	[728, 1340, 741, 1356]
bjmc-condition-text: চুক্তির মেয়াদকাল তিন বছর এবং দুই বছরের ভাড়ার সমপরিমাণ টাকা অগ্রিম প্রদান করতে হবে।	[747, 1340, 1169, 1373]
bjmc-condition-item	[719, 1133, 1169, 1202]
bjmc-date: তারিখ ঃ ০৫-০২-২০১৫	[869, 1675, 1006, 1690]
nit-course-cell: ০১	[231, 1237, 265, 1257]
bjmc-corporation-name: বাংলাদেশ পাটকল করপোরেশন	[833, 852, 1127, 881]
nit-course-cell: এস,এস সি/সমমান	[549, 1155, 653, 1175]
header-rule-left	[8, 22, 463, 24]
bjmc-address-line-2: মতিঝিল বা/এ, ঢাকা-১০০০।	[901, 907, 1077, 925]
nit-course-cell: ১৫	[653, 1175, 690, 1195]
nit-course-row	[231, 1195, 690, 1215]
bjmc-condition-number: ৭।	[728, 1443, 741, 1459]
article-column-2	[375, 42, 785, 835]
bjmc-address-line-1: আদমজী কোর্ট (এনেক্স-১),	[907, 887, 1071, 905]
nit-course-cell: প্যারামেডিক্স বিভাগ ০২ মেডিসিন বিভাগ	[265, 1237, 549, 1257]
nit-headline: পুনঃ ভর্তি বিজ্ঞপ্তি	[359, 962, 561, 995]
nit-course-row	[231, 1237, 690, 1257]
article-paragraph: (প্রথম পৃষ্ঠার পর) ককটেলবাজি হয়েছে রাজধানীতে। ককটেল হামলা হয়েছে শাহবাগের গণজাগরণ মঞ্চে। সিরাজগঞ্জে থানায় চালানো হয়েছে ককটেল হামলা। এ ছাড়া নারায়ণগঞ্জের রূপগঞ্জে পেট্রলবোমা হামলায় গুরুতর দগ্ধ হয়েছেন ট্রাকের চালক ও হেলপার। নওগাঁয় পেট্রলবোমা হামলায় দগ্ধ হয়েছেন ট্রাকচালক। বগুড়ায় পেট্রলবোমা হামলায় দগ্ধ হয়েছেন চারজন। ফেনীতে আগুন দিয়ে একটি বাস জ্বালিয়ে দেওয়া হয়েছে। ময়মনসিংহে যাত্রীবাহী একটি বাসে পেট্রলবোমা নিক্ষেপ করেছে দুর্বৃত্তরা। এতে তিনজন দগ্ধ হয়েছেন। রাজধানীর তেজগাঁও, রায়েরবাগ ও উত্তরায় মোট তিনটি বাসে আগুন দেওয়া হয়েছে। ঢাকা বিশ্ববিদ্যালয়ের সাবেক ভিসি অধ্যাপক এমাজউদ্দীনের বেডরুম লক্ষ্য করে গুলি চালিয়েছে দুর্বৃত্তরা। খুলনায় একুশে বইমেলার মাঠে ককটেল বিস্ফোরণের ঘটনা ঘটেছে। রাজশাহী রেলওয়ে স্টেশনের পশ্চিমে গাড়ি পার্কিং এলাকায় শক্তিশালী বোমার বিস্ফোরণ ঘটানো হয়েছে। বিএনপি নেতৃত্বাধীন ২০-দলীয় জোটের ডাকা টানা অবরোধের সময় গতকাল এসব ঘটনা ঘটে। এ ছাড়া সহিংসতার ঘটনায় সারা দেশে আহত হয়েছেন অন্তত ২৫ জন। গ্রেপ্তার করা হয়েছে শতাধিক ব্যক্তিকে। প্রতিনিধিদের পাঠানো খবর—	[6, 43, 366, 316]
nit-course-cell: এস,এস সি/সমমান	[549, 1299, 653, 1319]
nit-course-row	[231, 1361, 690, 1381]
nit-course-row	[231, 1115, 690, 1135]
nit-column-header: শিক্ষাগত যোগ্যতা	[549, 1095, 653, 1115]
nit-course-cell: এইচ,এস সি/সমমান	[549, 1361, 653, 1381]
nit-dept-title: মোবাইল ইঞ্জিনিয়ারিং বিভাগ	[231, 1277, 690, 1299]
nit-course-cell: এস,এস সি/সমমান	[549, 1341, 653, 1361]
bjmc-body-text: বাংলাদেশ পাটকল করপোরেশন (বিজেএমসি) এর মালিকানাধীন ৩৭, দিলকুশা, মতিঝিলে অবস্থিত ভবনের ফ্লোর স্পেস ভিত্তিক আনুমানিক ৩০,৪৫০ বর্গফুট ও নবম তলা ৩০,৩৫০ এবং ৩০টি কার পার্কিং স্থান আর্থিক প্রতিষ্ঠান/ ব্যাংক/ বীমা/ কর্পোরেট অফিসের উদ্দেশ্যে ভাড়া দিতে আগ্রহী প্রতিষ্ঠানের নিকট নিম্নবর্ণিত শর্তে সীলমোহরকৃত খামে ভাড়া পুনঃ দরপত্র আহবান করা যাচ্ছে।	[723, 1026, 1165, 1110]
nit-course-cell: ০৩	[231, 1299, 265, 1319]
article-column-1	[6, 42, 366, 835]
nit-course-cell: ১৫	[653, 1237, 690, 1257]
nit-course-row	[231, 1299, 690, 1319]
nit-course-row	[231, 1341, 690, 1361]
bjmc-condition-number: ১।	[728, 1134, 741, 1149]
